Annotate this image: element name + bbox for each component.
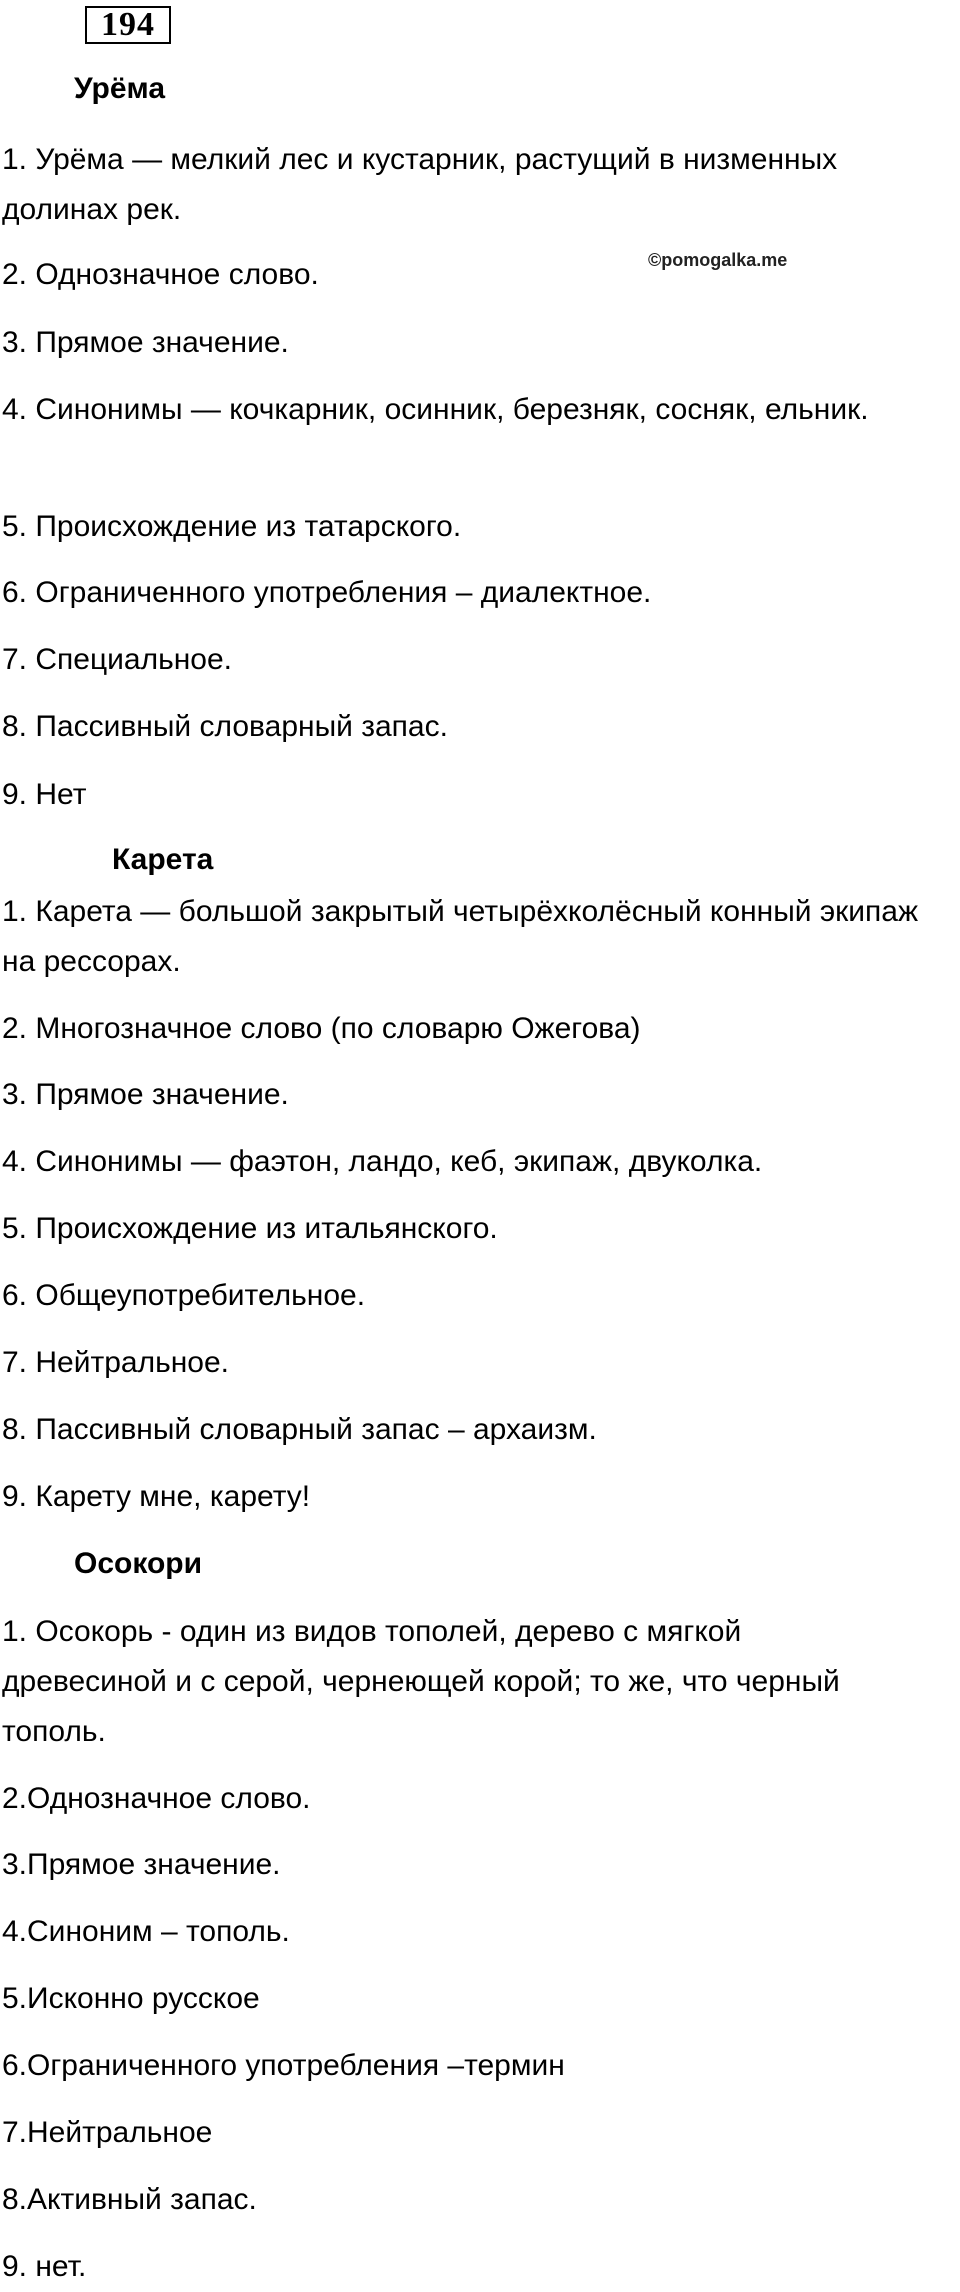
list-item: 6. Ограниченного употребления – диалектное. <box>2 576 652 609</box>
list-item: 5. Происхождение из итальянского. <box>2 1212 498 1245</box>
list-item: 4. Синонимы — фаэтон, ландо, кеб, экипаж, двуколка. <box>2 1145 763 1178</box>
watermark: ©pomogalka.me <box>648 250 788 270</box>
section-osokori <box>0 1547 960 1581</box>
list-item: 3.Прямое значение. <box>2 1848 281 1881</box>
list-item: 4.Синоним – тополь. <box>2 1915 290 1948</box>
section-title: Карета <box>112 843 214 876</box>
list-item: 7. Специальное. <box>2 643 232 676</box>
list-item: 5. Происхождение из татарского. <box>2 510 462 543</box>
task-number-box: 194 <box>85 6 171 44</box>
section-urema <box>0 72 960 106</box>
list-item: 9. нет. <box>2 2250 87 2283</box>
list-item: 6.Ограниченного употребления –термин <box>2 2049 565 2082</box>
list-item: 1. Урёма — мелкий лес и кустарник, растущий в низменных долинах рек. <box>2 143 838 226</box>
list-item: 1. Осокорь - один из видов тополей, дерево с мягкой древесиной и с серой, чернеющей корой; то же, что черный тополь. <box>2 1615 840 1748</box>
list-item: 7. Нейтральное. <box>2 1346 229 1379</box>
list-item: 6. Общеупотребительное. <box>2 1279 366 1312</box>
list-item: 2.Однозначное слово. <box>2 1782 311 1815</box>
list-item: 2. Многозначное слово (по словарю Ожегова) <box>2 1012 641 1045</box>
section-kareta <box>0 843 960 877</box>
list-item: 4. Синонимы — кочкарник, осинник, березняк, сосняк, ельник. <box>2 393 869 426</box>
list-item: 8.Активный запас. <box>2 2183 257 2216</box>
list-item: 3. Прямое значение. <box>2 326 289 359</box>
list-item: 9. Карету мне, карету! <box>2 1480 311 1513</box>
list-item: 7.Нейтральное <box>2 2116 213 2149</box>
list-item: 1. Карета — большой закрытый четырёхколёсный конный экипаж на рессорах. <box>2 895 919 978</box>
section-title: Осокори <box>74 1547 203 1580</box>
section-title: Урёма <box>74 72 166 105</box>
list-item: 2. Однозначное слово. <box>2 258 319 291</box>
list-item: 8. Пассивный словарный запас – архаизм. <box>2 1413 597 1446</box>
list-item: 9. Нет <box>2 778 87 811</box>
list-item: 3. Прямое значение. <box>2 1078 289 1111</box>
list-item: 8. Пассивный словарный запас. <box>2 710 448 743</box>
list-item: 5.Исконно русское <box>2 1982 260 2015</box>
